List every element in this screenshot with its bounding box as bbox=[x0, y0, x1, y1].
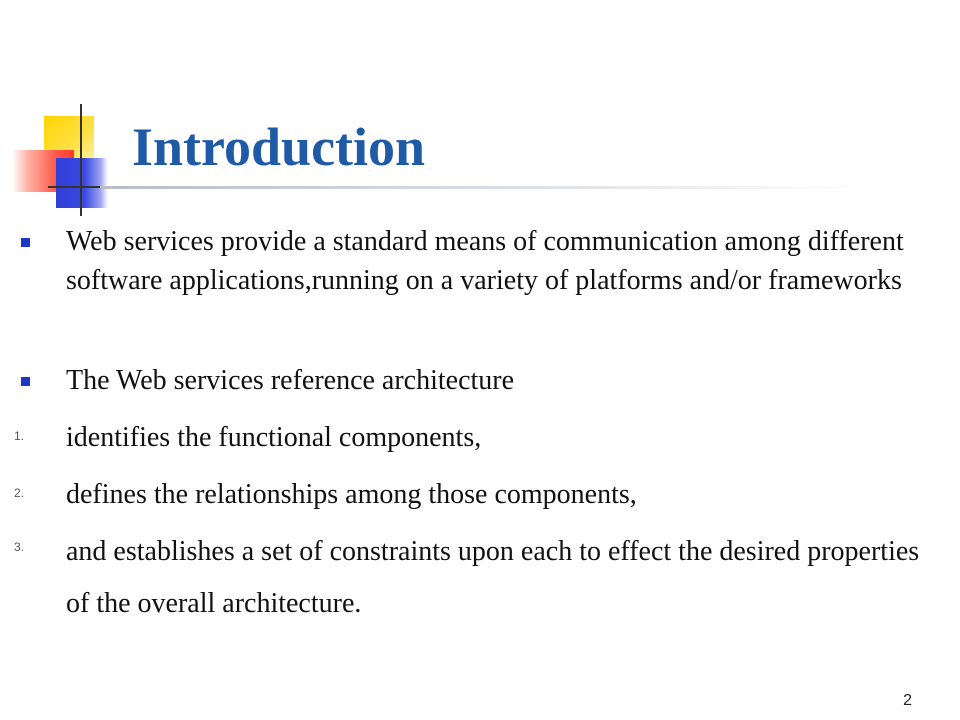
slide-title: Introduction bbox=[132, 117, 426, 177]
bullet-square-icon bbox=[21, 377, 30, 386]
list-number: 1. bbox=[14, 429, 25, 443]
page-number: 2 bbox=[903, 692, 912, 709]
list-item-text: defines the relationships among those components, bbox=[66, 479, 637, 510]
list-item-text: and establishes a set of constraints upon each to effect the desired properties of the overall architecture. bbox=[66, 536, 920, 619]
list-number: 2. bbox=[14, 486, 25, 500]
list-item-text: The Web services reference architecture bbox=[66, 365, 515, 396]
list-number: 3. bbox=[14, 540, 25, 554]
bullet-square-icon bbox=[21, 238, 30, 247]
list-item-text: Web services provide a standard means of communication among different software applications,running on a variety of platforms and/or frameworks bbox=[66, 226, 904, 296]
list-item-text: identifies the functional components, bbox=[66, 422, 482, 453]
